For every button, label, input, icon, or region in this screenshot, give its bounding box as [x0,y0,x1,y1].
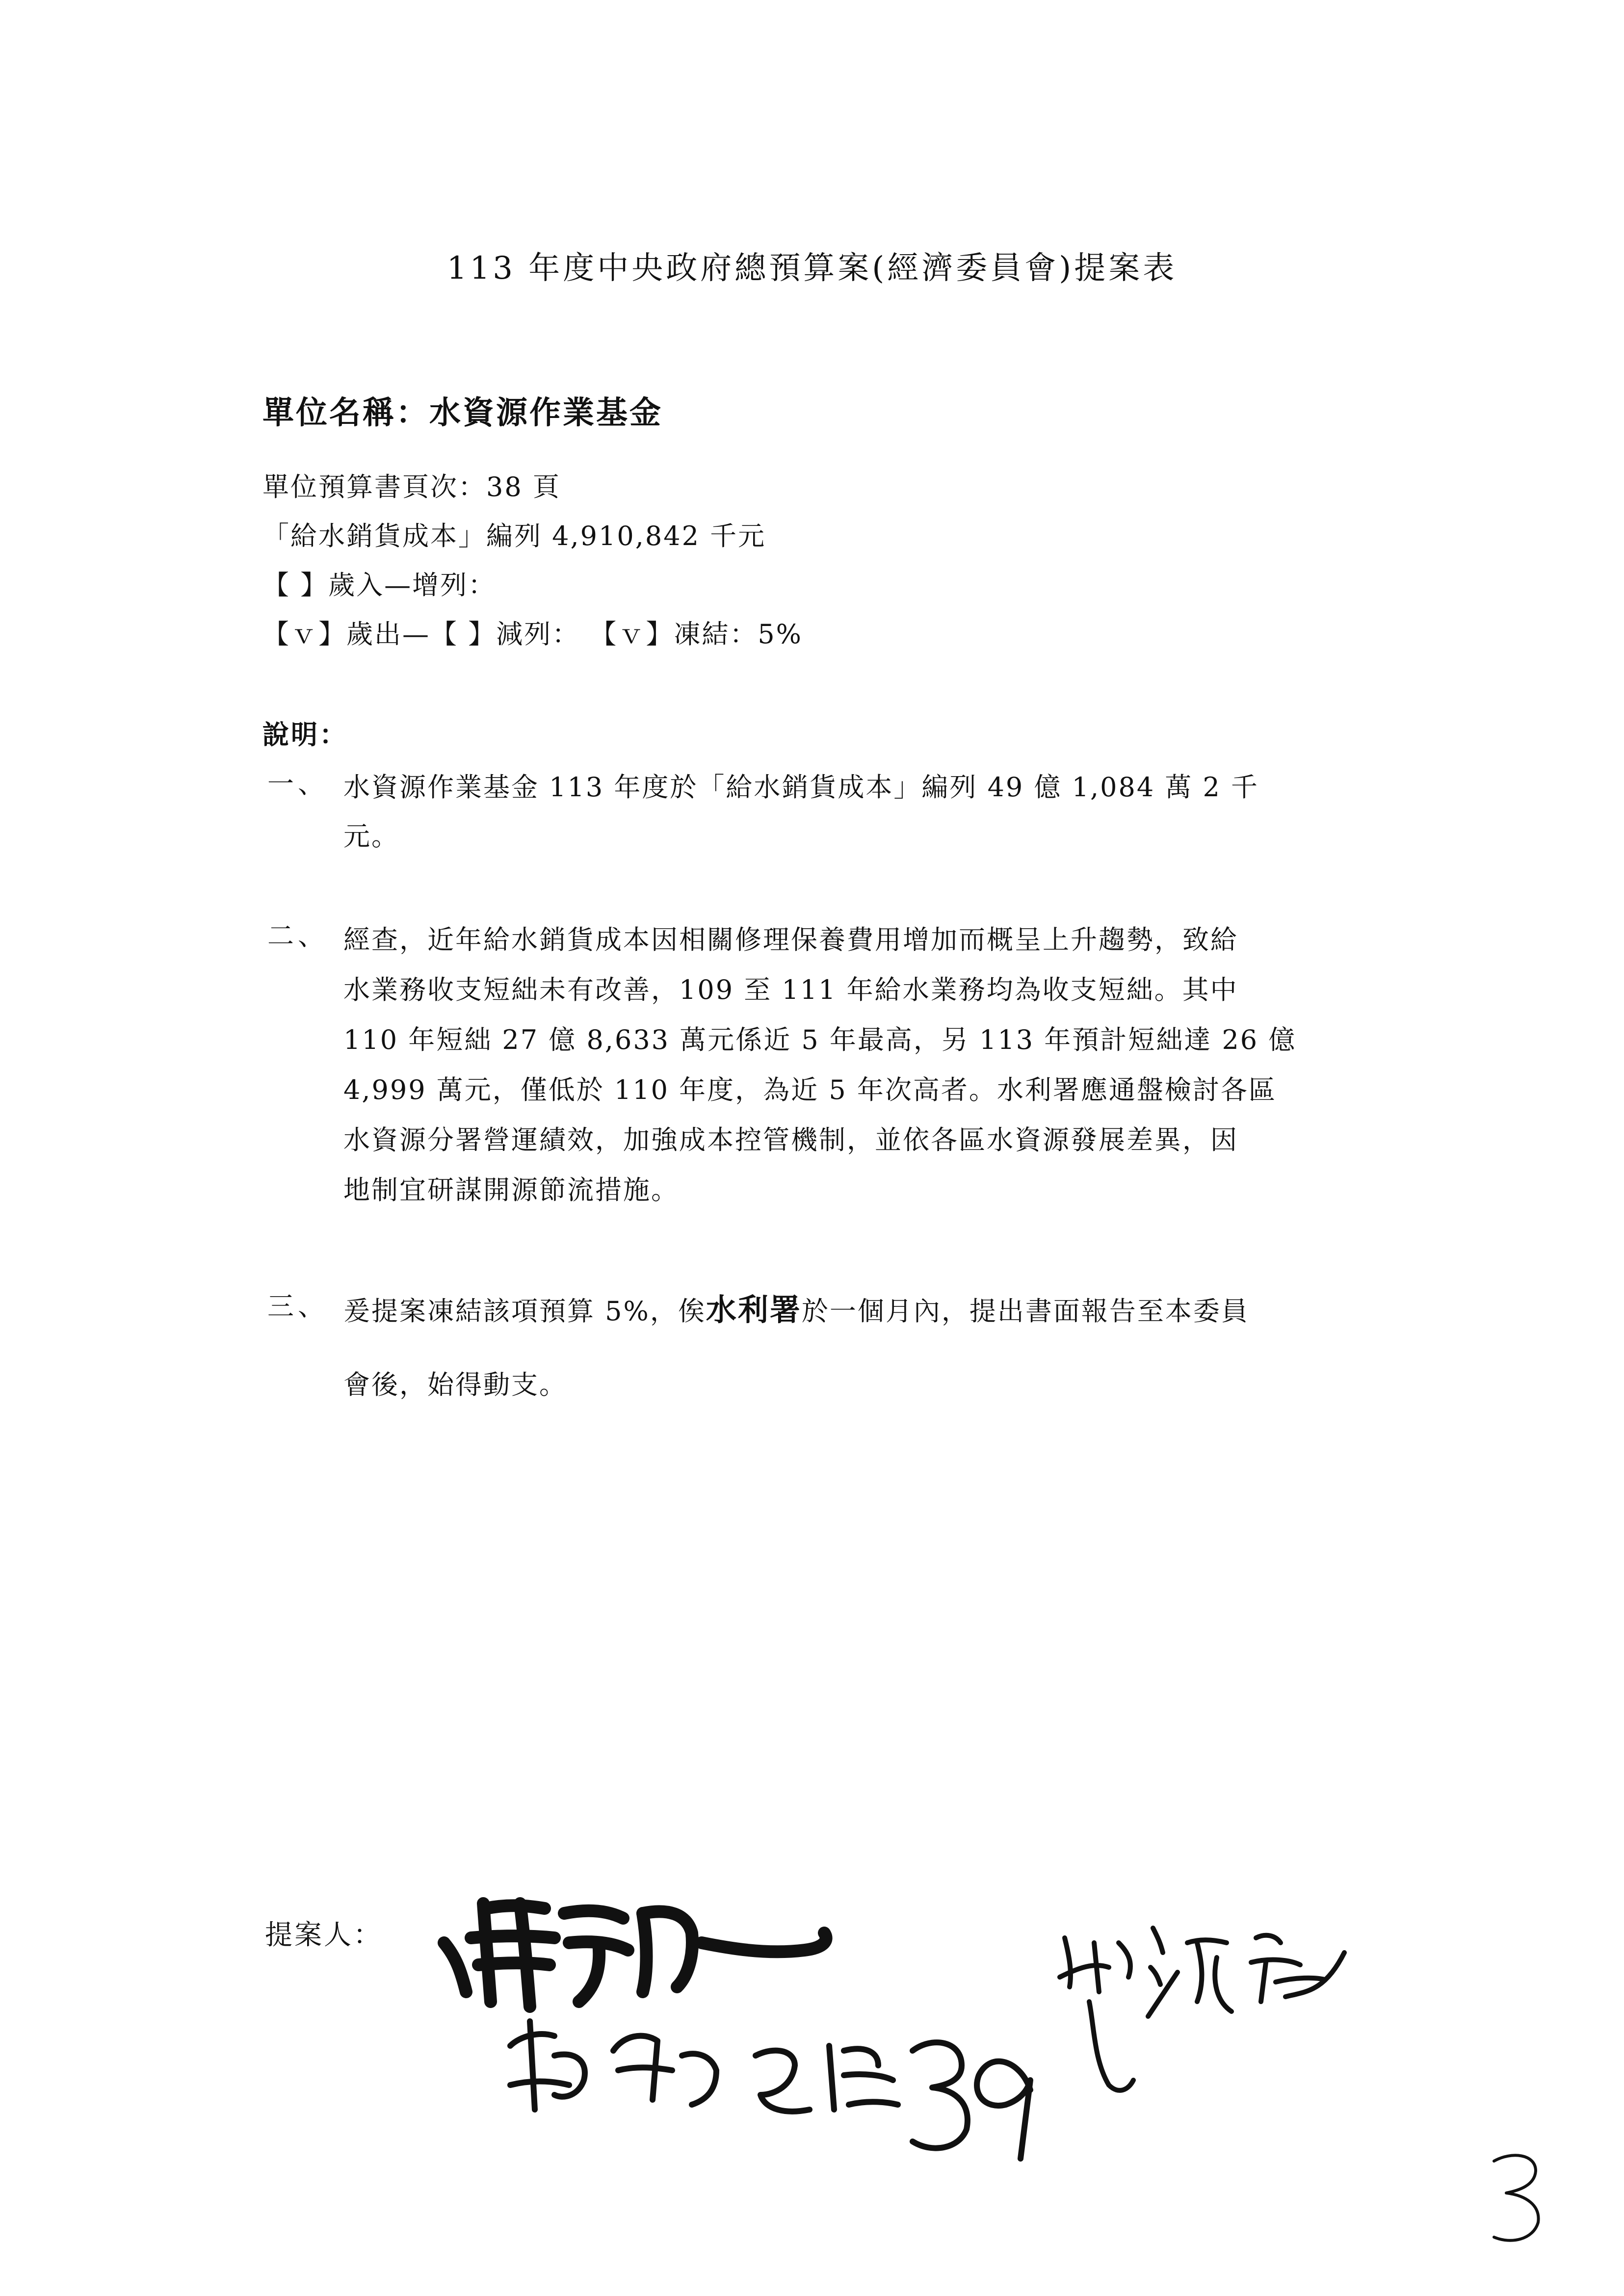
item-2-line-4: 4,999 萬元，僅低於 110 年度，為近 5 年次高者。水利署應通盤檢討各區 [343,1074,1277,1105]
item-2-line-1: 經查，近年給水銷貨成本因相關修理保養費用增加而概呈上升趨勢，致給 [343,924,1238,955]
signature-2 [510,2021,898,2112]
item-3-line-1-post: 於一個月內，提出書面報告至本委員 [801,1296,1249,1327]
item-3-line-1-pre: 爰提案凍結該項預算 5%，俟 [343,1296,706,1327]
item-1-line-1: 水資源作業基金 113 年度於「給水銷貨成本」編列 49 億 1,084 萬 2 千 [343,772,1259,803]
item-2-line-3: 110 年短絀 27 億 8,633 萬元係近 5 年最高，另 113 年預計短絀達 26 億 [343,1024,1297,1055]
item-2-line-2: 水業務收支短絀未有改善，109 至 111 年給水業務均為收支短絀。其中 [343,974,1238,1005]
budget-item: 「給水銷貨成本」編列 4,910,842 千元 [262,521,766,551]
page-number-mark [1494,2155,1539,2240]
page-reference: 單位預算書頁次：38 頁 [262,471,561,502]
item-3-marker: 三、 [267,1291,328,1322]
item-2-body [343,915,1393,1215]
revenue-line: 【 】歲入—增列： [262,570,497,600]
item-3-line-2: 會後，始得動支。 [343,1369,567,1400]
document-title: 113 年度中央政府總預算案(經濟委員會)提案表 [446,250,1178,287]
item-3-line-1 [343,1280,1393,1341]
expenditure-line: 【ｖ】歲出—【 】減列： 【ｖ】凍結：5% [262,619,803,650]
item-2-marker: 二、 [267,920,328,951]
signature-1 [444,1904,826,2007]
agency-highlight: 水利署 [706,1292,802,1328]
item-1-marker: 一、 [267,768,328,799]
item-1-line-2: 元。 [343,821,399,852]
item-2-line-6: 地制宜研謀開源節流措施。 [343,1174,679,1205]
signature-3 [913,2042,1030,2159]
item-3-body [343,1280,1393,1414]
unit-name: 單位名稱：水資源作業基金 [262,395,663,431]
explanation-heading: 說明： [262,719,348,750]
proposer-label: 提案人： [265,1919,383,1951]
item-1-body [343,763,1393,861]
signature-4 [1060,1928,1344,2090]
item-2-line-5: 水資源分署營運績效，加強成本控管機制，並依各區水資源發展差異，因 [343,1124,1238,1155]
